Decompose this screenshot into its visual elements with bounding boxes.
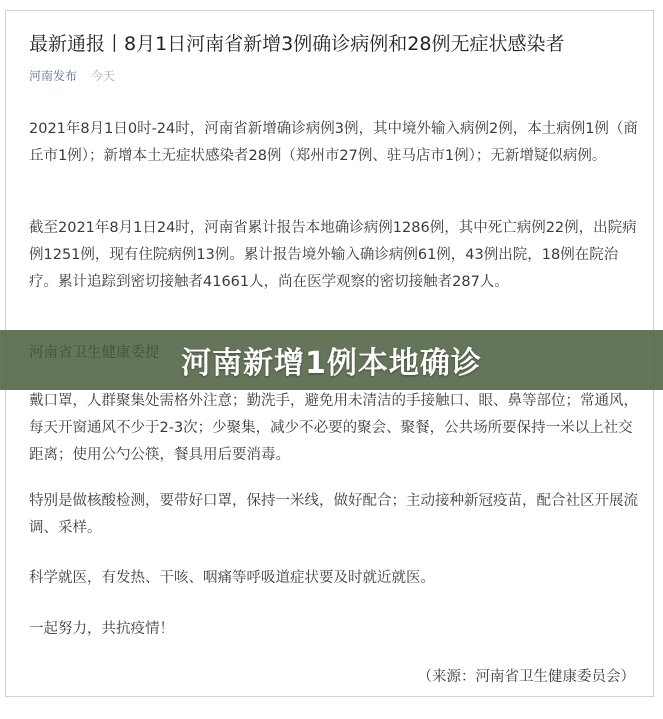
paragraph-prevention: 戴口罩，人群聚集处需格外注意；勤洗手，避免用未清洁的手接触口、眼、鼻等部位；常通风，每天开窗通风不少于2-3次；少聚集，减少不必要的聚会、聚餐，公共场所要保持一米以上社交距离；使用公勺公筷，餐具用后要消毒。 xyxy=(29,393,638,463)
banner-headline: 河南新增1例本地确诊 xyxy=(181,346,482,381)
paragraph-closing: 一起努力，共抗疫情！ xyxy=(29,621,174,637)
paragraph-cumulative: 截至2021年8月1日24时，河南省累计报告本地确诊病例1286例，其中死亡病例22例，出院病例1251例，现有住院病例13例。累计报告境外输入确诊病例61例，43例出院，18例在院治疗。累计追踪到密切接触者41661人，尚在医学观察的密切接触者287人。 xyxy=(29,220,637,290)
paragraph-testing: 特别是做核酸检测，要带好口罩，保持一米线，做好配合；主动接种新冠疫苗，配合社区开展流调、采样。 xyxy=(29,493,638,536)
paragraph-medical: 科学就医，有发热、干咳、咽痛等呼吸道症状要及时就近就医。 xyxy=(29,570,435,586)
paragraph-new-cases: 2021年8月1日0时-24时，河南省新增确诊病例3例，其中境外输入病例2例，本土病例1例（商丘市1例）；新增本土无症状感染者28例（郑州市27例、驻马店市1例）；无新增疑似病例。 xyxy=(29,121,638,164)
source-account-link[interactable]: 河南发布 xyxy=(29,69,78,83)
headline-banner xyxy=(0,330,663,390)
article-meta xyxy=(29,68,115,84)
source-credit: （来源：河南省卫生健康委员会） xyxy=(417,669,635,685)
article-title: 最新通报丨8月1日河南省新增3例确诊病例和28例无症状感染者 xyxy=(29,33,565,55)
publish-time: 今天 xyxy=(90,69,115,83)
